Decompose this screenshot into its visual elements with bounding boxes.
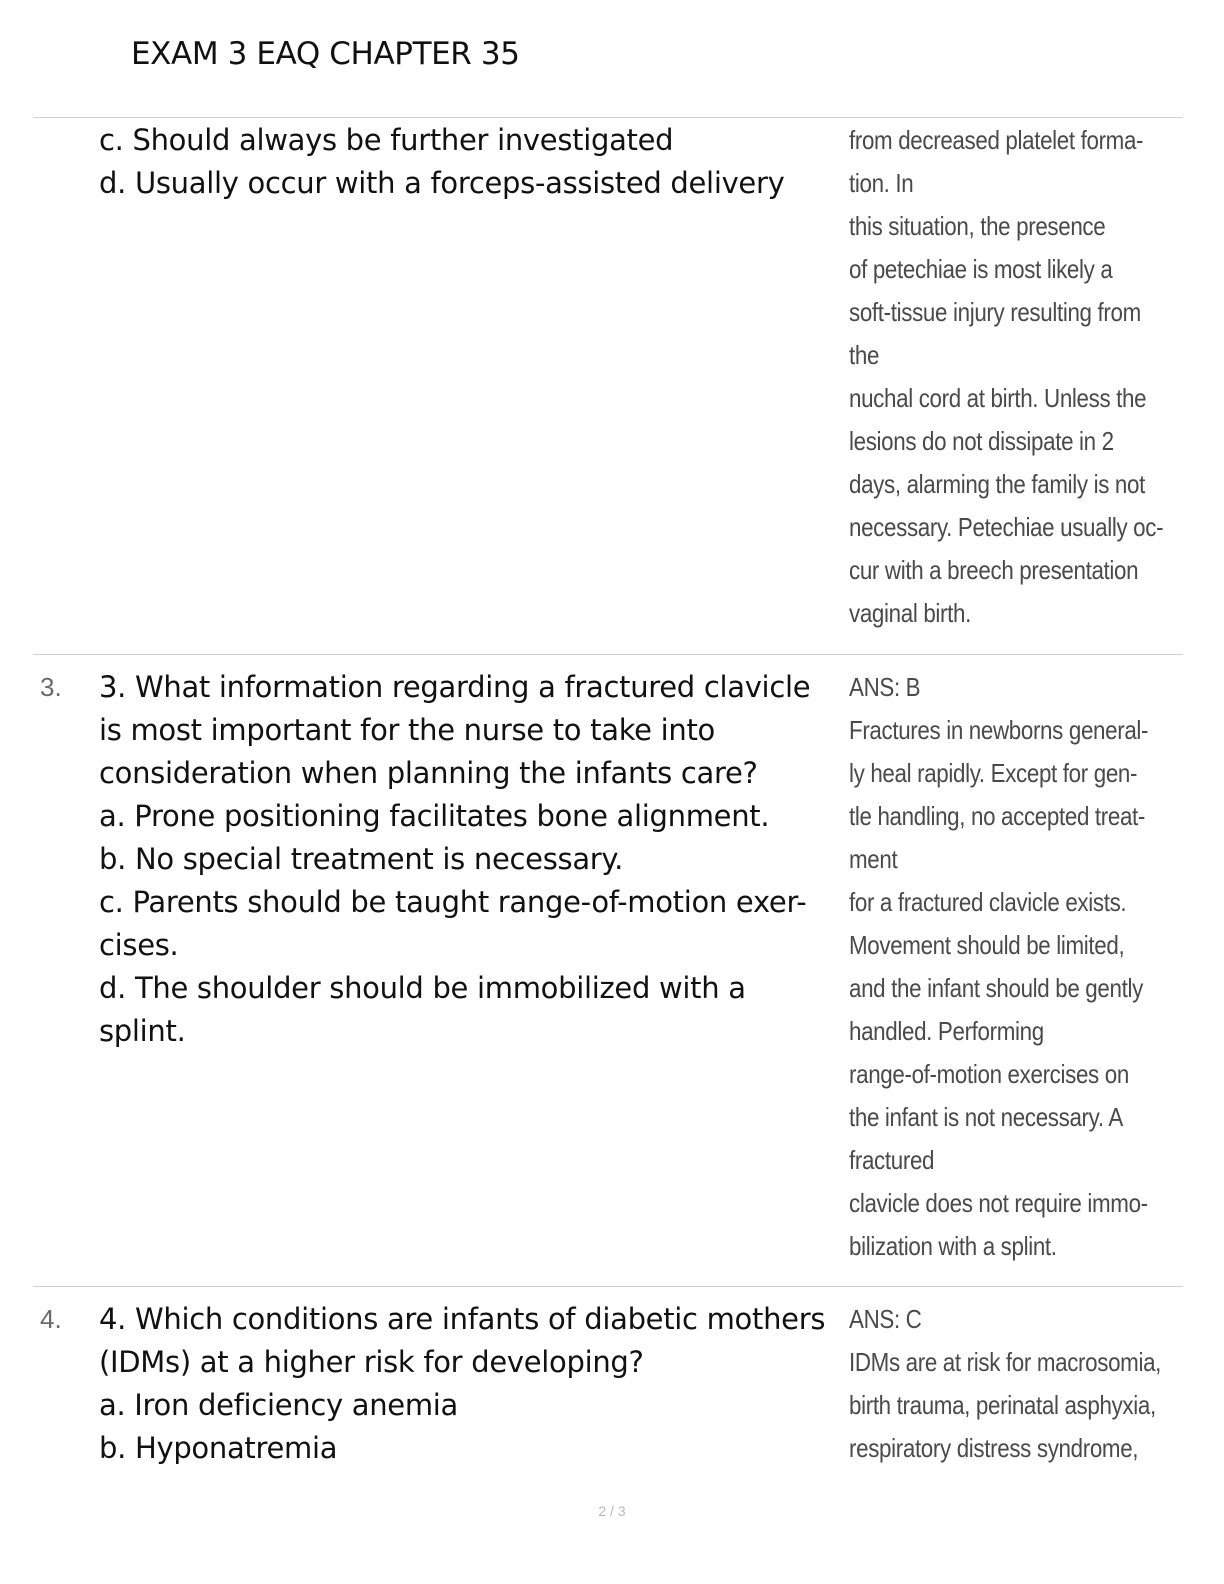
question-line: 4. Which conditions are infants of diabetic mothers <box>99 1302 826 1336</box>
answer-rationale <box>849 666 1189 1268</box>
question-line: consideration when planning the infants care? <box>99 756 758 790</box>
answer-line: the <box>849 340 880 370</box>
row-divider <box>33 1286 1183 1287</box>
question-line: b. No special treatment is necessary. <box>99 842 624 876</box>
question-line: a. Prone positioning facilitates bone alignment. <box>99 799 770 833</box>
answer-line: nuchal cord at birth. Unless the <box>849 383 1147 413</box>
answer-line: the infant is not necessary. A <box>849 1102 1123 1132</box>
answer-line: ment <box>849 844 898 874</box>
answer-line: soft-tissue injury resulting from <box>849 297 1141 327</box>
answer-line: cur with a breech presentation <box>849 555 1139 585</box>
answer-line: handled. Performing <box>849 1016 1044 1046</box>
answer-line: for a fractured clavicle exists. <box>849 887 1127 917</box>
answer-line: clavicle does not require immo- <box>849 1188 1148 1218</box>
question-line: c. Parents should be taught range-of-motion exer- <box>99 885 807 919</box>
answer-line: tle handling, no accepted treat- <box>849 801 1146 831</box>
answer-line: this situation, the presence <box>849 211 1106 241</box>
answer-rationale <box>849 119 1189 635</box>
answer-line: of petechiae is most likely a <box>849 254 1113 284</box>
question-number: 4. <box>40 1304 62 1334</box>
answer-line: respiratory distress syndrome, <box>849 1433 1139 1463</box>
question-line: c. Should always be further investigated <box>99 123 674 157</box>
question-line: a. Iron deficiency anemia <box>99 1388 459 1422</box>
answer-line: birth trauma, perinatal asphyxia, <box>849 1390 1156 1420</box>
question-line: is most important for the nurse to take into <box>99 713 715 747</box>
answer-line: bilization with a splint. <box>849 1231 1057 1261</box>
question-line: splint. <box>99 1014 186 1048</box>
page-number: 2 / 3 <box>598 1503 626 1519</box>
answer-key: ANS: B <box>849 672 921 702</box>
answer-line: and the infant should be gently <box>849 973 1143 1003</box>
answer-line: ly heal rapidly. Except for gen- <box>849 758 1138 788</box>
answer-rationale <box>849 1298 1189 1470</box>
answer-line: Movement should be limited, <box>849 930 1125 960</box>
answer-line: tion. In <box>849 168 914 198</box>
top-divider <box>33 117 1183 118</box>
question-line: cises. <box>99 928 179 962</box>
question-line: (IDMs) at a higher risk for developing? <box>99 1345 644 1379</box>
answer-line: lesions do not dissipate in 2 <box>849 426 1114 456</box>
question-line: b. Hyponatremia <box>99 1431 338 1465</box>
question-text <box>99 119 844 205</box>
question-line: d. The shoulder should be immobilized with a <box>99 971 746 1005</box>
question-line: d. Usually occur with a forceps-assisted delivery <box>99 166 785 200</box>
answer-line: necessary. Petechiae usually oc- <box>849 512 1164 542</box>
answer-line: vaginal birth. <box>849 598 971 628</box>
answer-key: ANS: C <box>849 1304 922 1334</box>
row-divider <box>33 654 1183 655</box>
answer-line: range-of-motion exercises on <box>849 1059 1129 1089</box>
page-title: EXAM 3 EAQ CHAPTER 35 <box>131 36 520 72</box>
answer-line: days, alarming the family is not <box>849 469 1145 499</box>
question-text <box>99 1298 844 1470</box>
answer-line: Fractures in newborns general- <box>849 715 1149 745</box>
question-number: 3. <box>40 672 62 702</box>
answer-line: from decreased platelet forma- <box>849 125 1144 155</box>
question-text <box>99 666 844 1053</box>
answer-line: fractured <box>849 1145 935 1175</box>
answer-line: IDMs are at risk for macrosomia, <box>849 1347 1162 1377</box>
question-line: 3. What information regarding a fractured clavicle <box>99 670 811 704</box>
